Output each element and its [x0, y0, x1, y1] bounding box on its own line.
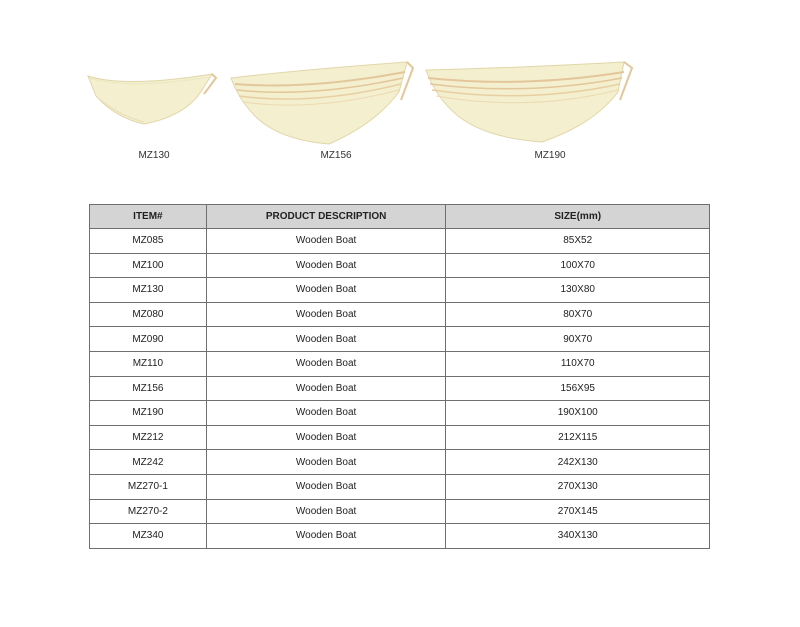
cell-size: 212X115 — [446, 425, 710, 450]
product-caption-mz156: MZ156 — [320, 150, 352, 161]
product-image-mz156 — [229, 60, 415, 146]
cell-description: Wooden Boat — [206, 302, 446, 327]
cell-description: Wooden Boat — [206, 376, 446, 401]
table-row — [90, 327, 710, 352]
cell-size: 130X80 — [446, 278, 710, 303]
column-header-item: ITEM# — [90, 205, 207, 229]
product-image-mz130 — [86, 68, 218, 130]
table-row — [90, 425, 710, 450]
table-row — [90, 376, 710, 401]
cell-item: MZ090 — [90, 327, 207, 352]
cell-item: MZ270-1 — [90, 474, 207, 499]
cell-description: Wooden Boat — [206, 253, 446, 278]
cell-item: MZ242 — [90, 450, 207, 475]
cell-size: 270X145 — [446, 499, 710, 524]
cell-description: Wooden Boat — [206, 229, 446, 254]
cell-size: 156X95 — [446, 376, 710, 401]
cell-size: 110X70 — [446, 351, 710, 376]
cell-size: 80X70 — [446, 302, 710, 327]
cell-item: MZ080 — [90, 302, 207, 327]
table-row — [90, 253, 710, 278]
cell-description: Wooden Boat — [206, 425, 446, 450]
table-row — [90, 450, 710, 475]
cell-size: 90X70 — [446, 327, 710, 352]
column-header-size: SIZE(mm) — [446, 205, 710, 229]
cell-description: Wooden Boat — [206, 351, 446, 376]
cell-item: MZ190 — [90, 401, 207, 426]
table-header-row — [90, 205, 710, 229]
cell-description: Wooden Boat — [206, 524, 446, 549]
cell-size: 190X100 — [446, 401, 710, 426]
cell-item: MZ110 — [90, 351, 207, 376]
cell-size: 242X130 — [446, 450, 710, 475]
cell-item: MZ340 — [90, 524, 207, 549]
cell-description: Wooden Boat — [206, 327, 446, 352]
cell-description: Wooden Boat — [206, 401, 446, 426]
cell-item: MZ156 — [90, 376, 207, 401]
cell-description: Wooden Boat — [206, 450, 446, 475]
cell-item: MZ100 — [90, 253, 207, 278]
product-caption-mz130: MZ130 — [138, 150, 170, 161]
column-header-description: PRODUCT DESCRIPTION — [206, 205, 446, 229]
product-spec-table — [89, 204, 710, 549]
cell-size: 270X130 — [446, 474, 710, 499]
cell-item: MZ270-2 — [90, 499, 207, 524]
table-row — [90, 401, 710, 426]
table-row — [90, 474, 710, 499]
table-row — [90, 499, 710, 524]
table-row — [90, 351, 710, 376]
table-row — [90, 229, 710, 254]
cell-description: Wooden Boat — [206, 474, 446, 499]
table-row — [90, 524, 710, 549]
cell-size: 340X130 — [446, 524, 710, 549]
cell-size: 85X52 — [446, 229, 710, 254]
cell-description: Wooden Boat — [206, 499, 446, 524]
cell-item: MZ085 — [90, 229, 207, 254]
table-row — [90, 302, 710, 327]
product-caption-mz190: MZ190 — [534, 150, 566, 161]
cell-item: MZ212 — [90, 425, 207, 450]
cell-description: Wooden Boat — [206, 278, 446, 303]
product-image-mz190 — [424, 58, 636, 144]
cell-size: 100X70 — [446, 253, 710, 278]
cell-item: MZ130 — [90, 278, 207, 303]
table-row — [90, 278, 710, 303]
